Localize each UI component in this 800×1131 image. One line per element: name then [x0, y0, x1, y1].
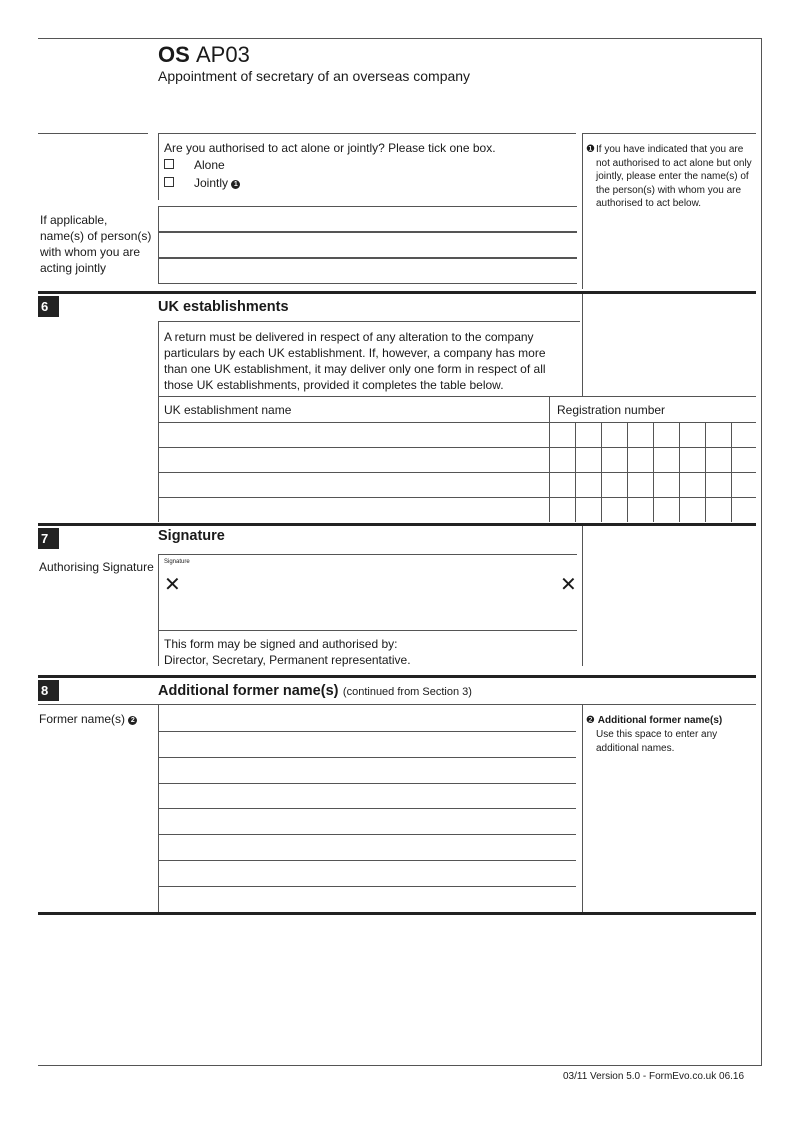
section8-bottom-rule [38, 912, 756, 915]
establishment-row[interactable] [158, 473, 549, 498]
note-2-icon: 2 [128, 716, 137, 725]
former-names-note-divider [582, 704, 583, 912]
former-names-note-title [586, 714, 722, 728]
note-1-icon: 1 [231, 180, 240, 189]
right-border [761, 38, 762, 1066]
section6-intro: A return must be delivered in respect of any alteration to the company particulars by each UK establishment. If, however, a company has more than one UK establishment, it may deliver only one form in respect of all those UK establishments, provided it completes the table below. [164, 330, 546, 392]
section8-title-text: Additional former name(s) [158, 683, 339, 699]
form-code: OS [158, 42, 190, 67]
former-name-input[interactable] [158, 757, 576, 758]
col-registration-number: Registration number [557, 403, 666, 417]
col-establishment-name: UK establishment name [164, 403, 292, 417]
joint-name-input-2[interactable] [158, 232, 577, 258]
authority-top-rule [38, 133, 148, 134]
establishment-row[interactable] [158, 498, 549, 522]
former-names-note-text: Use this space to enter any additional names. [596, 729, 718, 754]
section6-intro-left [158, 321, 159, 396]
page-title: Appointment of secretary of an overseas company [158, 68, 471, 84]
signature-x-left: ✕ [164, 574, 181, 596]
section8-header-bottom [38, 704, 756, 705]
former-names-note-marker: ❷ [586, 715, 595, 726]
section6-title: UK establishments [158, 299, 289, 315]
former-names-note-heading: Additional former name(s) [597, 715, 723, 726]
former-name-input[interactable] [158, 886, 576, 887]
section8-number: 8 [38, 680, 59, 701]
former-names-label [39, 711, 137, 727]
registration-grid[interactable] [549, 423, 756, 522]
section6-right-divider [582, 294, 583, 396]
section7-right-divider [582, 526, 583, 666]
signed-by-line1: This form may be signed and authorised by: [164, 637, 398, 651]
signature-caption: Signature [164, 559, 190, 565]
authorising-signature-label: Authorising Signature [39, 560, 154, 574]
jointly-text: Jointly [194, 176, 229, 190]
alone-checkbox[interactable] [164, 159, 174, 169]
table-header-top [158, 396, 756, 397]
form-number: AP03 [196, 42, 250, 67]
joint-names-label: If applicable, name(s) of person(s) with whom you are acting jointly [40, 213, 152, 275]
authority-box-top [158, 133, 576, 134]
signature-box[interactable] [158, 554, 577, 631]
bottom-border [38, 1065, 762, 1066]
section7-number: 7 [38, 528, 59, 549]
top-border [38, 38, 762, 39]
jointly-label [194, 175, 240, 191]
section8-title-suffix: (continued from Section 3) [342, 686, 472, 698]
authority-note-text: If you have indicated that you are not authorised to act alone but only jointly, please enter the name(s) of the person(s) with whom you are authorised to act below. [596, 144, 752, 209]
signature-x-right: ✕ [560, 574, 577, 596]
establishment-row[interactable] [158, 423, 549, 448]
former-name-input[interactable] [158, 783, 576, 784]
footer-version: 03/11 Version 5.0 - FormEvo.co.uk 06.16 [563, 1071, 745, 1082]
section6-title-underline [158, 321, 580, 322]
section8-rule [38, 675, 756, 678]
authority-box-left [158, 133, 159, 200]
former-name-input[interactable] [158, 860, 576, 861]
former-name-input[interactable] [158, 808, 576, 809]
joint-name-input-3[interactable] [158, 258, 577, 284]
former-name-input[interactable] [158, 731, 576, 732]
establishment-row[interactable] [158, 448, 549, 473]
section6-number: 6 [38, 296, 59, 317]
section6-rule [38, 291, 756, 294]
former-name-input[interactable] [158, 834, 576, 835]
signed-by-line2: Director, Secretary, Permanent representative. [164, 653, 411, 667]
section7-rule [38, 523, 756, 526]
joint-name-input-1[interactable] [158, 206, 577, 232]
section7-title: Signature [158, 528, 225, 544]
former-names-text: Former name(s) [39, 712, 126, 726]
signed-by-left [158, 630, 159, 666]
authority-note-marker: ❶ [586, 144, 595, 155]
jointly-checkbox[interactable] [164, 177, 174, 187]
alone-label: Alone [194, 158, 225, 172]
authority-question: Are you authorised to act alone or jointly? Please tick one box. [164, 141, 496, 155]
section8-title [158, 682, 472, 700]
